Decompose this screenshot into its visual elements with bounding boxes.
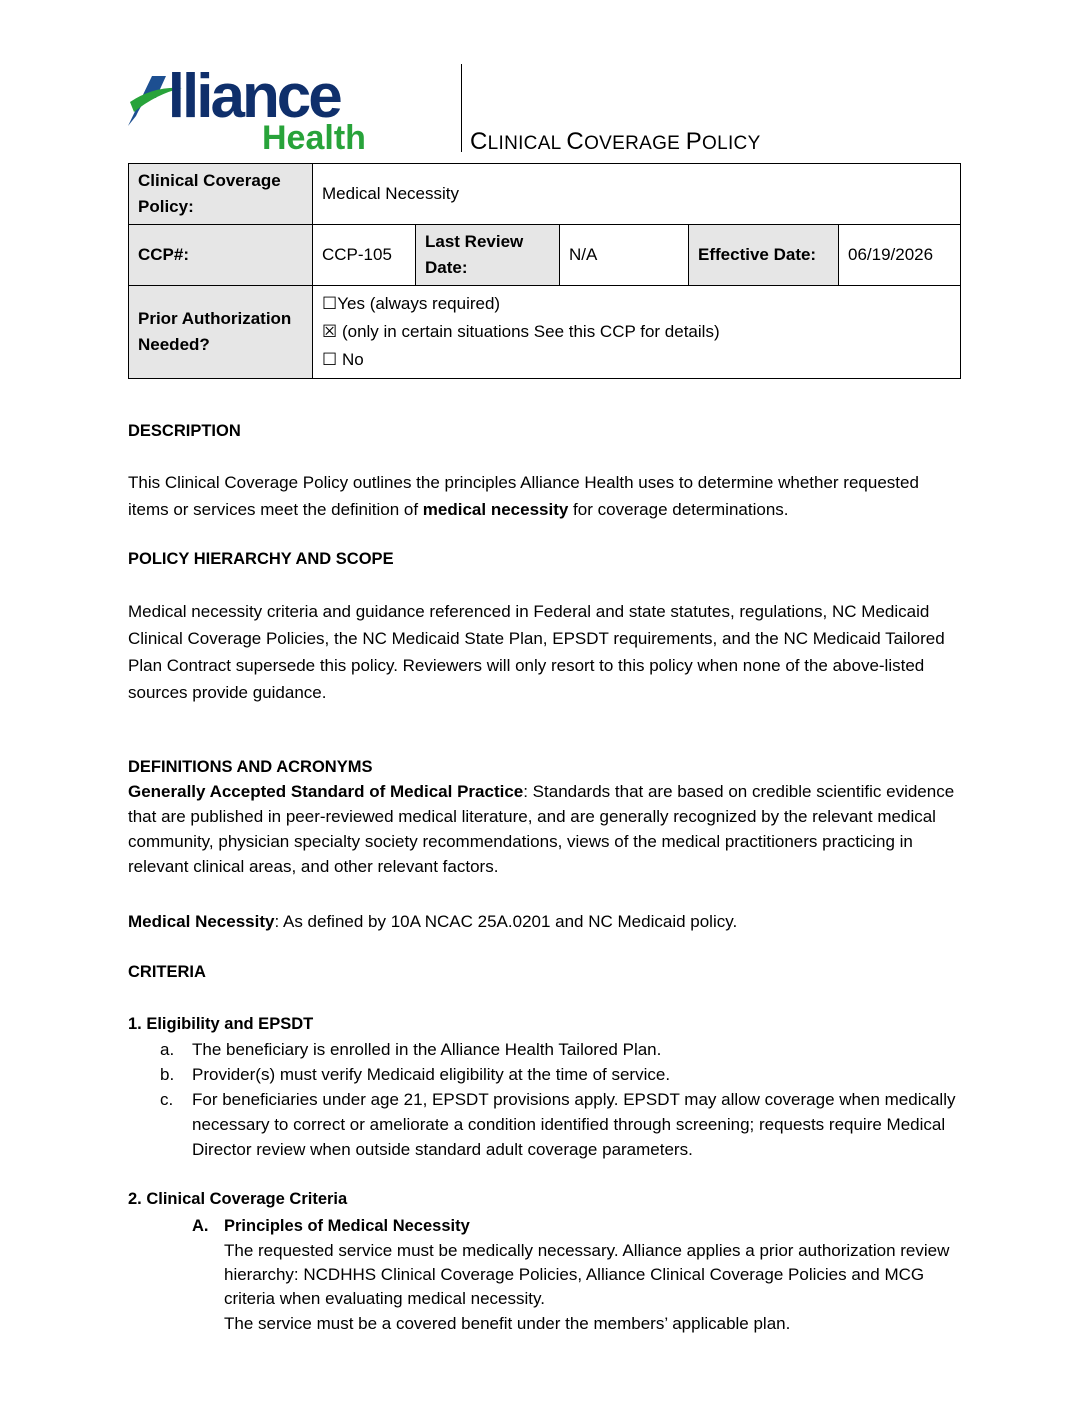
ccp-value: CCP-105 bbox=[313, 225, 416, 286]
hierarchy-heading: POLICY HIERARCHY AND SCOPE bbox=[128, 550, 394, 568]
last-review-value: N/A bbox=[560, 225, 689, 286]
list-marker: b. bbox=[160, 1065, 175, 1084]
description-heading: DESCRIPTION bbox=[128, 422, 241, 440]
list-item: The beneficiary is enrolled in the Alliance Health Tailored Plan. bbox=[192, 1040, 662, 1059]
document-title: CLINICAL COVERAGE POLICY bbox=[470, 128, 761, 155]
subsection-marker: A. bbox=[192, 1217, 209, 1235]
effective-date-label: Effective Date: bbox=[689, 225, 839, 286]
last-review-label: Last Review Date: bbox=[416, 225, 560, 286]
list-marker: c. bbox=[160, 1090, 174, 1109]
prior-auth-label: Prior Authorization Needed? bbox=[129, 286, 313, 379]
policy-label: Clinical Coverage Policy: bbox=[129, 164, 313, 225]
subsection-a-title: Principles of Medical Necessity bbox=[224, 1217, 470, 1235]
subsection-a-text: The requested service must be medically necessary. Alliance applies a prior authorization review hierarchy: NCDHHS Clinical Coverage Policies, Alliance Clinical Coverage Policies and MCG criteria when evaluating medical necessity. bbox=[224, 1241, 950, 1308]
policy-header-table bbox=[128, 163, 961, 379]
subsection-a-text-2: The service must be a covered benefit under the members’ applicable plan. bbox=[224, 1314, 791, 1333]
logo-word-text: lliance bbox=[167, 62, 340, 131]
policy-value: Medical Necessity bbox=[313, 164, 961, 225]
hierarchy-text: Medical necessity criteria and guidance referenced in Federal and state statutes, regulations, NC Medicaid Clinical Coverage Policies, the NC Medicaid State Plan, EPSDT requirements, and the NC Medicaid Tailored Plan Contract supersede this policy. Reviewers will only resort to this policy when none of the above-listed sources provide guidance. bbox=[128, 602, 945, 702]
prior-auth-option-situational: ☒ (only in certain situations See this CCP for details) bbox=[322, 322, 720, 341]
alliance-health-logo bbox=[126, 62, 376, 157]
definition-gasmp: Generally Accepted Standard of Medical Practice: Standards that are based on credible scientific evidence that are published in peer-reviewed medical literature, and are generally recognized by the relevant medical community, physician specialty society recommendations, views of the medical practitioners practicing in relevant clinical areas, and other relevant factors. bbox=[128, 782, 955, 876]
list-item: Provider(s) must verify Medicaid eligibility at the time of service. bbox=[192, 1065, 671, 1084]
description-text: This Clinical Coverage Policy outlines the principles Alliance Health uses to determine whether requested items or services meet the definition of medical necessity for coverage determinations. bbox=[128, 473, 919, 519]
section-1-title: 1. Eligibility and EPSDT bbox=[128, 1015, 314, 1033]
prior-auth-options bbox=[313, 286, 961, 379]
title-divider bbox=[461, 64, 462, 152]
section-2-title: 2. Clinical Coverage Criteria bbox=[128, 1190, 348, 1208]
criteria-heading: CRITERIA bbox=[128, 963, 206, 981]
ccp-label: CCP#: bbox=[129, 225, 313, 286]
prior-auth-option-no: ☐ No bbox=[322, 350, 364, 369]
definitions-heading: DEFINITIONS AND ACRONYMS bbox=[128, 758, 373, 776]
logo-sub-text: Health bbox=[262, 119, 366, 157]
effective-date-value: 06/19/2026 bbox=[839, 225, 961, 286]
list-marker: a. bbox=[160, 1040, 175, 1059]
list-item: For beneficiaries under age 21, EPSDT provisions apply. EPSDT may allow coverage when medically necessary to correct or ameliorate a condition identified through screening; requests require Medical Director review when outside standard adult coverage parameters. bbox=[192, 1090, 956, 1159]
prior-auth-option-yes: ☐Yes (always required) bbox=[322, 294, 501, 313]
definition-medical-necessity: Medical Necessity: As defined by 10A NCAC 25A.0201 and NC Medicaid policy. bbox=[128, 912, 738, 931]
